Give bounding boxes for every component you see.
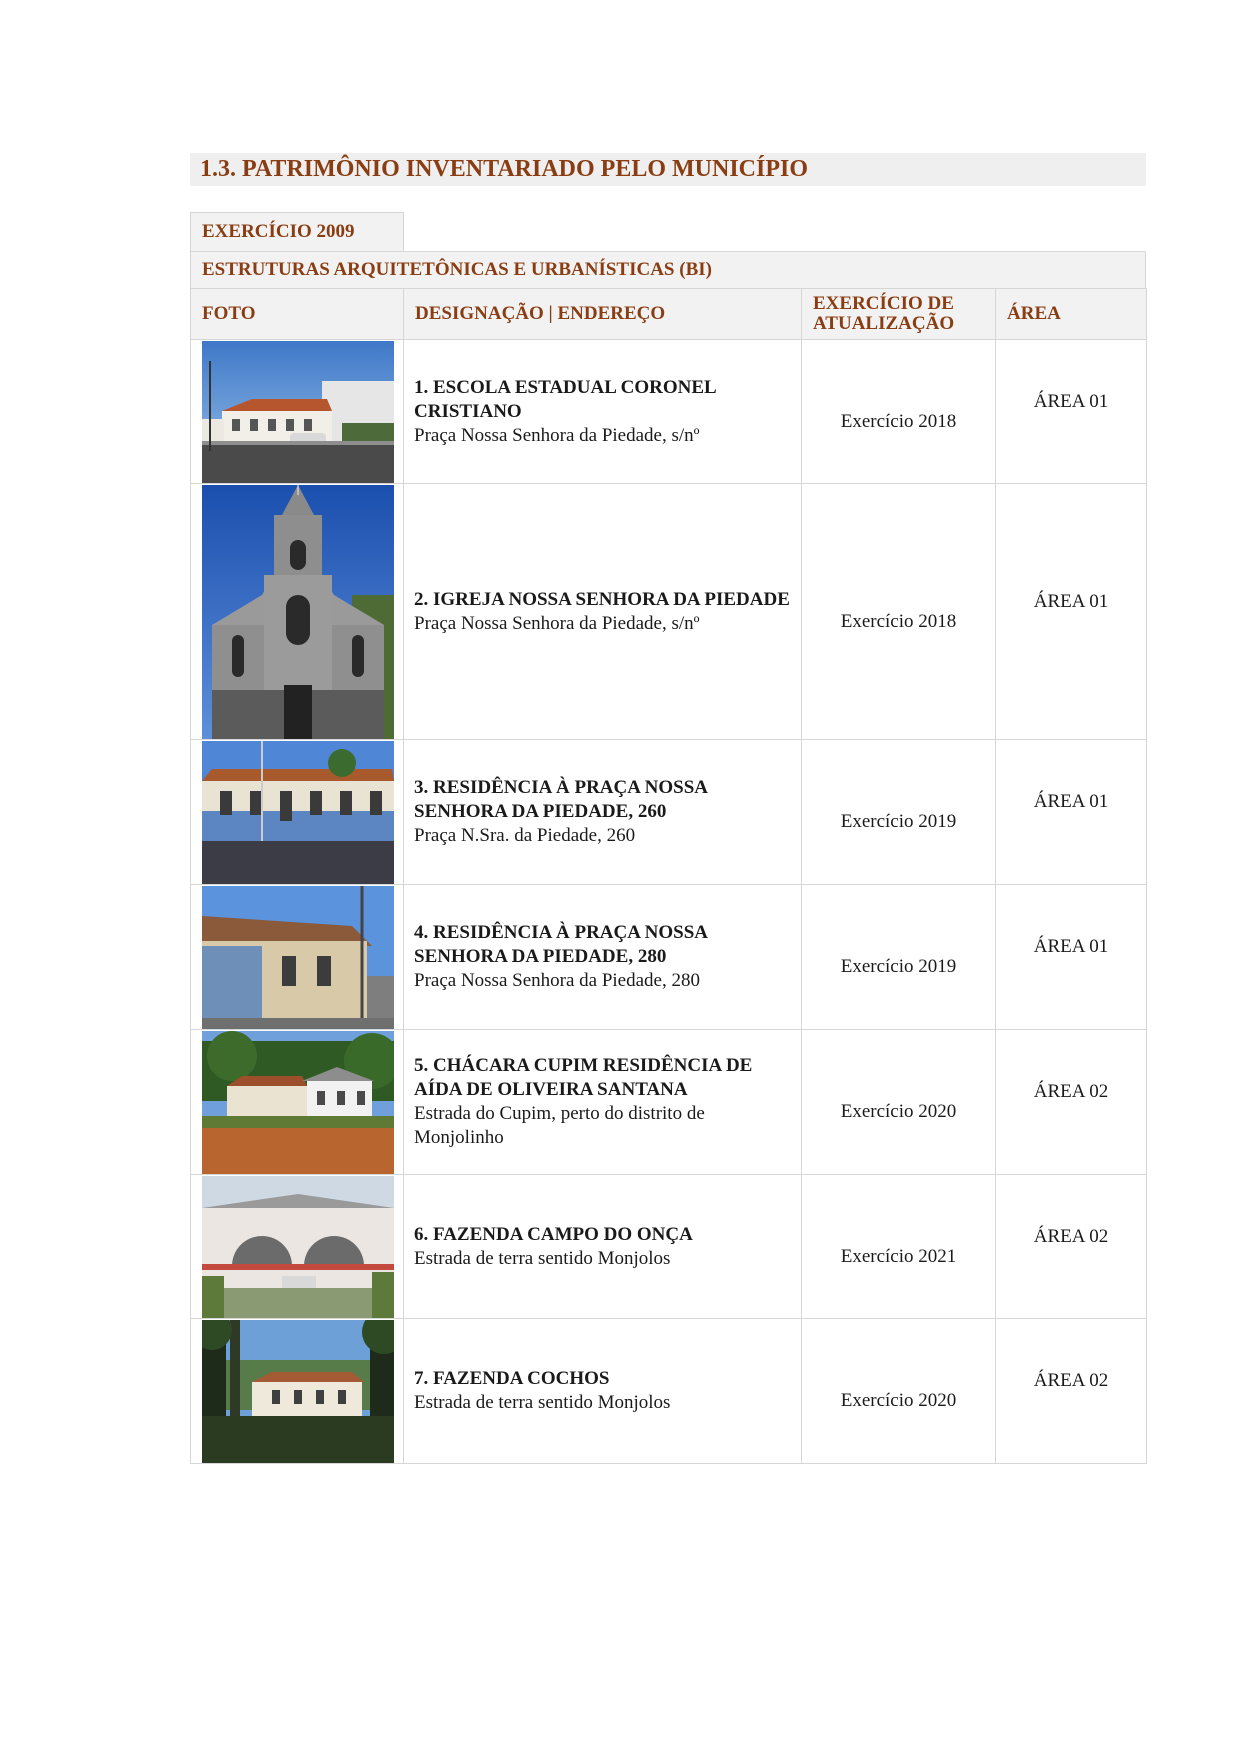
chacara-cupim-photo [202,1031,394,1174]
designation-cell [404,1030,802,1175]
update-year: Exercício 2019 [802,740,996,885]
residence-280-photo [202,886,394,1029]
designation-cell [404,484,802,740]
area-value: ÁREA 01 [996,484,1147,740]
table-row [191,740,1147,885]
table-row [191,1319,1147,1464]
item-title: 3. RESIDÊNCIA À PRAÇA NOSSA SENHORA DA PIEDADE, 260 [414,777,707,822]
inventory-grid [190,288,1147,1464]
column-update-line2: ATUALIZAÇÃO [813,313,955,334]
area-value: ÁREA 02 [996,1175,1147,1319]
update-year: Exercício 2020 [802,1030,996,1175]
item-title: 1. ESCOLA ESTADUAL CORONEL CRISTIANO [414,376,716,422]
photo-cell [191,885,404,1030]
update-year: Exercício 2020 [802,1319,996,1464]
designation-cell [404,340,802,484]
area-value: ÁREA 02 [996,1030,1147,1175]
column-update [802,289,996,340]
column-designation: DESIGNAÇÃO | ENDEREÇO [404,289,802,340]
area-value: ÁREA 01 [996,885,1147,1030]
church-photo [202,485,394,739]
item-title: 7. FAZENDA COCHOS [414,1368,610,1389]
item-title: 6. FAZENDA CAMPO DO ONÇA [414,1223,693,1245]
table-row [191,340,1147,484]
fazenda-campo-photo [202,1176,394,1318]
item-address: Estrada do Cupim, perto do distrito de Monjolinho [414,1103,705,1148]
designation-cell [404,740,802,885]
table-row [191,1030,1147,1175]
photo-cell [191,340,404,484]
table-row [191,885,1147,1030]
structures-label: ESTRUTURAS ARQUITETÔNICAS E URBANÍSTICAS (BI) [190,251,1146,289]
photo-cell [191,1175,404,1319]
table-row [191,1175,1147,1319]
school-photo [202,341,394,483]
column-photo: FOTO [191,289,404,340]
fazenda-cochos-photo [202,1320,394,1463]
item-address: Praça Nossa Senhora da Piedade, s/nº [414,424,700,446]
column-area: ÁREA [996,289,1147,340]
item-title: 2. IGREJA NOSSA SENHORA DA PIEDADE [414,588,790,610]
item-title: 4. RESIDÊNCIA À PRAÇA NOSSA SENHORA DA PIEDADE, 280 [414,922,707,967]
designation-cell [404,885,802,1030]
heritage-table [190,212,1146,1464]
update-year: Exercício 2018 [802,340,996,484]
update-year: Exercício 2018 [802,484,996,740]
designation-cell [404,1319,802,1464]
photo-cell [191,1319,404,1464]
update-year: Exercício 2019 [802,885,996,1030]
item-address: Estrada de terra sentido Monjolos [414,1392,671,1413]
item-address: Praça N.Sra. da Piedade, 260 [414,825,636,846]
item-address: Praça Nossa Senhora da Piedade, s/nº [414,612,700,634]
area-value: ÁREA 02 [996,1319,1147,1464]
photo-cell [191,740,404,885]
area-value: ÁREA 01 [996,740,1147,885]
exercise-label: EXERCÍCIO 2009 [190,212,404,252]
area-value: ÁREA 01 [996,340,1147,484]
section-title: 1.3. PATRIMÔNIO INVENTARIADO PELO MUNICÍPIO [190,153,1146,186]
update-year: Exercício 2021 [802,1175,996,1319]
item-address: Praça Nossa Senhora da Piedade, 280 [414,970,700,991]
photo-cell [191,484,404,740]
item-address: Estrada de terra sentido Monjolos [414,1247,671,1269]
photo-cell [191,1030,404,1175]
residence-260-photo [202,741,394,884]
designation-cell [404,1175,802,1319]
item-title: 5. CHÁCARA CUPIM RESIDÊNCIA DE AÍDA DE OLIVEIRA SANTANA [414,1055,753,1100]
header-row [191,289,1147,340]
table-row [191,484,1147,740]
column-update-line1: EXERCÍCIO DE [813,293,954,314]
